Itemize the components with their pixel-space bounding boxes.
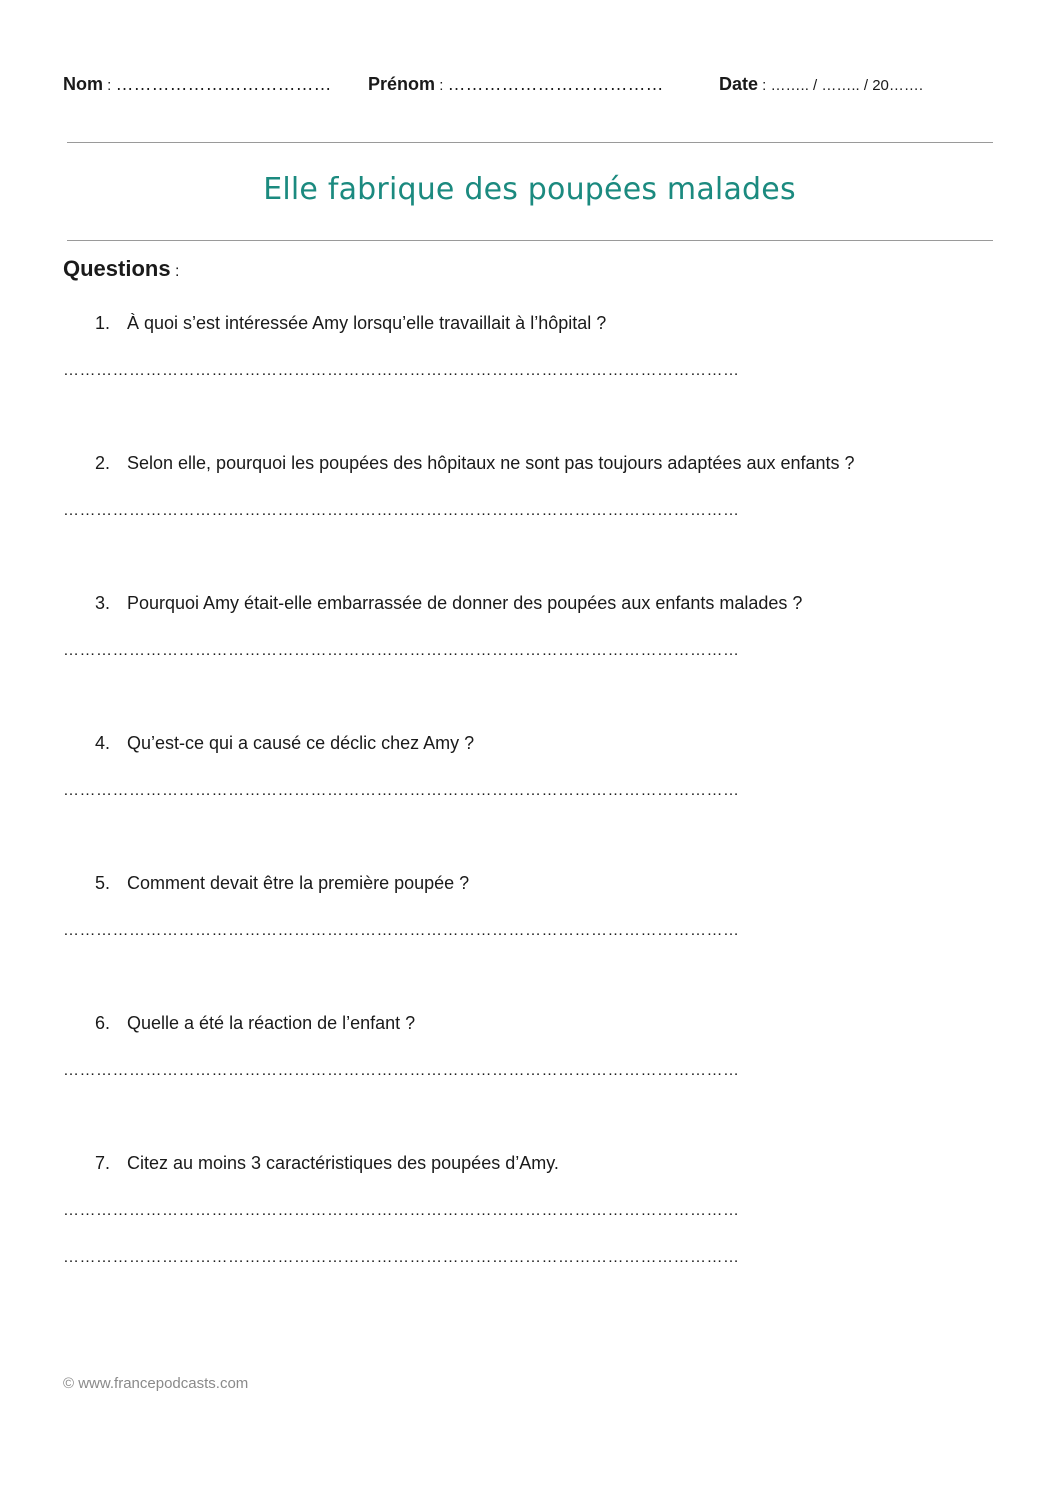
question-number: 1.: [95, 313, 111, 333]
answer-line-5[interactable]: ……………………………………………………………………………………………………………: [63, 922, 740, 939]
prenom-blank: ………………………………: [447, 74, 664, 94]
question-text: Citez au moins 3 caractéristiques des poupées d’Amy.: [127, 1153, 559, 1173]
question-number: 3.: [95, 593, 111, 613]
question-number: 5.: [95, 873, 111, 893]
date-blank: …….. / …….. / 20…….: [770, 77, 924, 94]
question-2: [95, 453, 855, 474]
question-number: 4.: [95, 733, 111, 753]
date-separator: :: [758, 77, 771, 94]
page-title: Elle fabrique des poupées malades: [263, 172, 796, 207]
question-1: [95, 313, 606, 334]
date-field: [719, 74, 923, 95]
answer-line-6[interactable]: ……………………………………………………………………………………………………………: [63, 1062, 740, 1079]
answer-line-7a[interactable]: ……………………………………………………………………………………………………………: [63, 1202, 740, 1219]
questions-heading-colon: :: [170, 263, 180, 280]
answer-line-4[interactable]: ……………………………………………………………………………………………………………: [63, 782, 740, 799]
answer-line-3[interactable]: ……………………………………………………………………………………………………………: [63, 642, 740, 659]
question-text: Selon elle, pourquoi les poupées des hôpitaux ne sont pas toujours adaptées aux enfants ?: [127, 453, 855, 473]
question-number: 2.: [95, 453, 111, 473]
question-5: [95, 873, 469, 894]
question-7: [95, 1153, 559, 1174]
question-6: [95, 1013, 415, 1034]
question-3: [95, 593, 802, 614]
prenom-separator: :: [435, 77, 448, 94]
prenom-label: Prénom: [368, 74, 436, 94]
questions-heading-label: Questions: [63, 256, 171, 281]
question-4: [95, 733, 474, 754]
nom-field: [63, 74, 332, 95]
question-number: 7.: [95, 1153, 111, 1173]
date-label: Date: [719, 74, 759, 94]
answer-line-2[interactable]: ……………………………………………………………………………………………………………: [63, 502, 740, 519]
title-divider: [67, 240, 993, 241]
prenom-field: [368, 74, 664, 95]
question-number: 6.: [95, 1013, 111, 1033]
questions-heading: [63, 256, 179, 282]
answer-line-7b[interactable]: ……………………………………………………………………………………………………………: [63, 1249, 740, 1266]
answer-line-1[interactable]: ……………………………………………………………………………………………………………: [63, 362, 740, 379]
nom-separator: :: [103, 77, 116, 94]
question-text: Comment devait être la première poupée ?: [127, 873, 470, 893]
copyright-footer: © www.francepodcasts.com: [63, 1375, 249, 1392]
nom-label: Nom: [63, 74, 103, 94]
question-text: À quoi s’est intéressée Amy lorsqu’elle travaillait à l’hôpital ?: [127, 313, 607, 333]
question-text: Quelle a été la réaction de l’enfant ?: [127, 1013, 416, 1033]
nom-blank: ………………………………: [115, 74, 332, 94]
top-divider: [67, 142, 993, 143]
question-text: Pourquoi Amy était-elle embarrassée de donner des poupées aux enfants malades ?: [127, 593, 803, 613]
question-text: Qu’est-ce qui a causé ce déclic chez Amy ?: [127, 733, 475, 753]
